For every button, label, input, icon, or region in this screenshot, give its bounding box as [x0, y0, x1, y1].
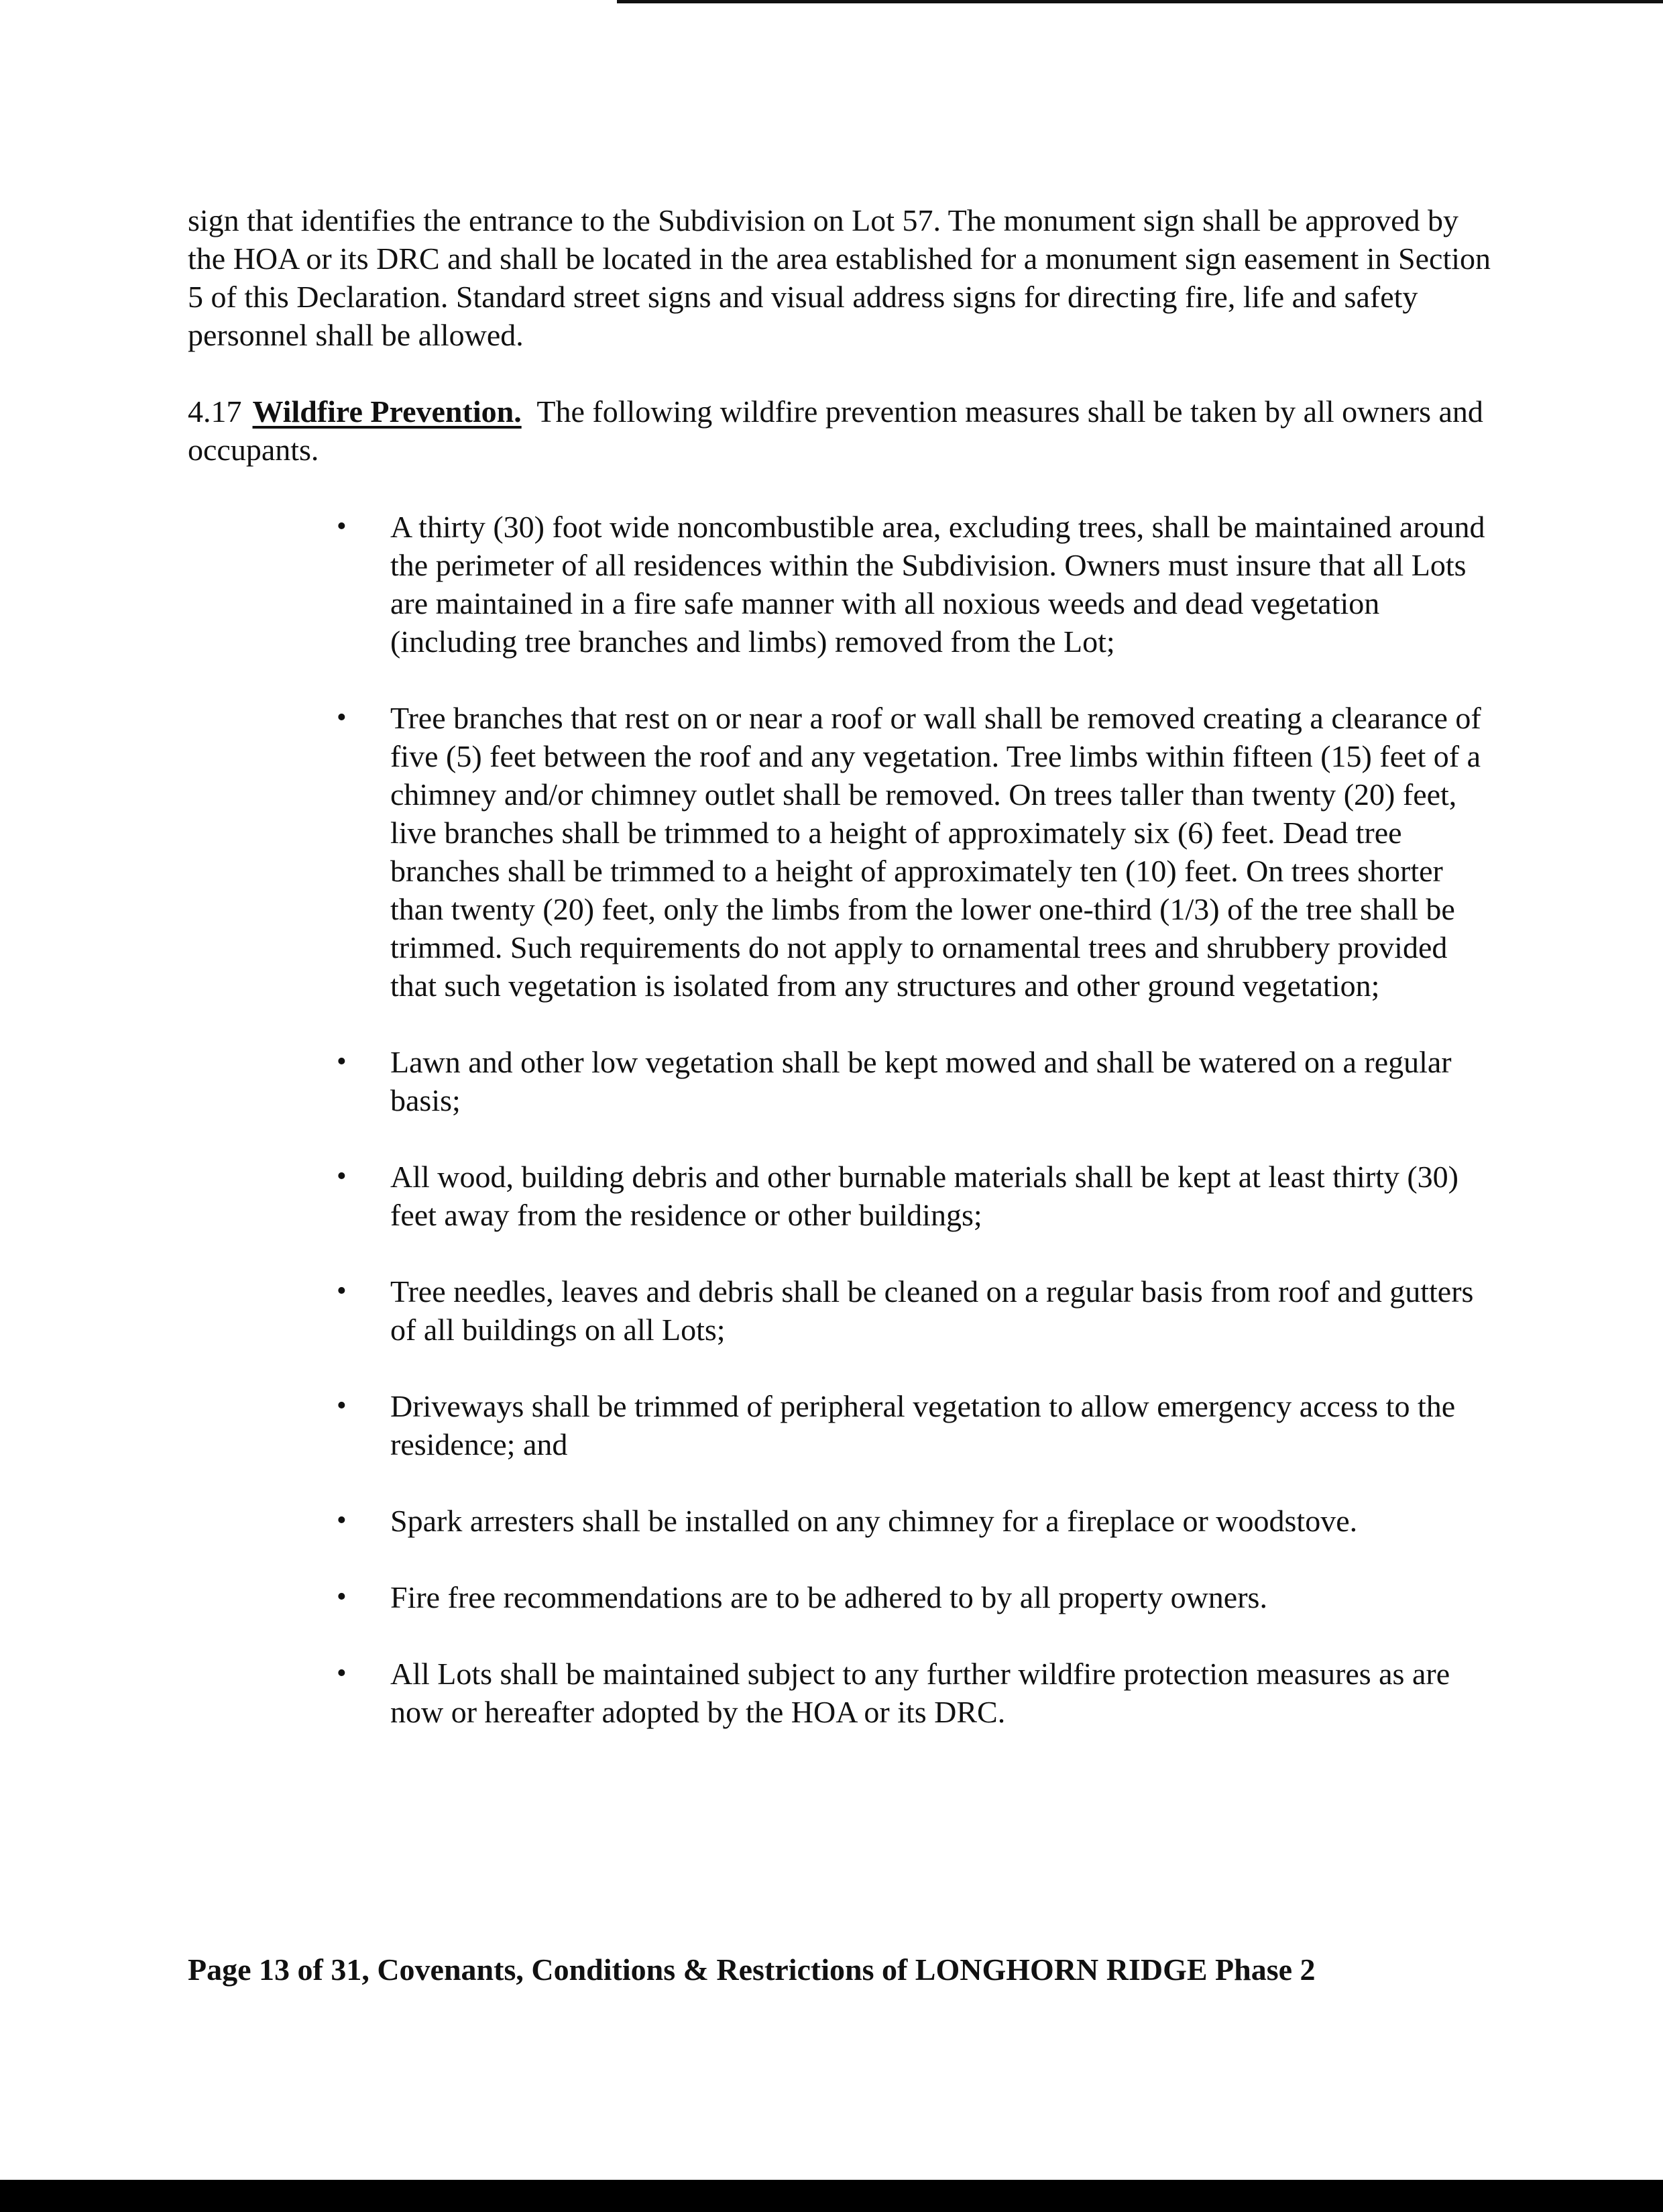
- bullet-icon: •: [337, 1505, 347, 1536]
- list-item-text: A thirty (30) foot wide noncombustible area, excluding trees, shall be maintained around the perimeter of all residences within the Subdivision. Owners must insure that all Lots are maintained in a fire safe manner with all noxious weeds and dead vegetation (including tree branches and limbs) removed from the Lot;: [390, 510, 1485, 659]
- list-item: [188, 1043, 1489, 1119]
- wildfire-measures-list: [188, 508, 1502, 1731]
- list-item-text: Tree needles, leaves and debris shall be cleaned on a regular basis from roof and gutters of all buildings on all Lots;: [390, 1274, 1474, 1347]
- continuation-paragraph: sign that identifies the entrance to the Subdivision on Lot 57. The monument sign shall be approved by the HOA or its DRC and shall be located in the area established for a monument sign easement in Section 5 of this Declaration. Standard street signs and visual address signs for directing fire, life and safety personnel shall be allowed.: [188, 203, 1491, 352]
- section-4-17-intro: [188, 392, 1502, 469]
- list-item-text: Lawn and other low vegetation shall be kept mowed and shall be watered on a regular basis;: [390, 1045, 1452, 1117]
- top-edge-rule: [617, 0, 1663, 3]
- list-item-text: Fire free recommendations are to be adhered to by all property owners.: [390, 1580, 1267, 1614]
- section-intro-text: The following wildfire prevention measures shall be taken by all owners and occupants.: [188, 394, 1483, 467]
- bottom-scan-band: [0, 2180, 1663, 2212]
- list-item: [188, 1502, 1489, 1540]
- bullet-icon: •: [337, 511, 347, 542]
- bullet-icon: •: [337, 1161, 347, 1192]
- bullet-icon: •: [337, 1046, 347, 1077]
- document-page: [188, 201, 1502, 1769]
- list-item: [188, 1158, 1489, 1234]
- list-item: [188, 1655, 1489, 1731]
- bullet-icon: •: [337, 1390, 347, 1421]
- list-item: [188, 1387, 1489, 1463]
- list-item-text: Spark arresters shall be installed on any chimney for a fireplace or woodstove.: [390, 1504, 1358, 1538]
- list-item: [188, 1272, 1489, 1349]
- list-item-text: All Lots shall be maintained subject to any further wildfire protection measures as are now or hereafter adopted by the HOA or its DRC.: [390, 1657, 1450, 1729]
- bullet-icon: •: [337, 702, 347, 733]
- list-item: [188, 508, 1489, 661]
- page-footer: Page 13 of 31, Covenants, Conditions & Restrictions of LONGHORN RIDGE Phase 2: [188, 1952, 1316, 1987]
- bullet-icon: •: [337, 1658, 347, 1689]
- list-item-text: All wood, building debris and other burnable materials shall be kept at least thirty (30) feet away from the residence or other buildings;: [390, 1160, 1458, 1232]
- list-item: [188, 699, 1489, 1005]
- section-number: 4.17: [188, 394, 242, 429]
- bullet-icon: •: [337, 1276, 347, 1307]
- list-item: [188, 1578, 1489, 1616]
- list-item-text: Driveways shall be trimmed of peripheral vegetation to allow emergency access to the residence; and: [390, 1389, 1456, 1461]
- section-title: Wildfire Prevention.: [252, 394, 522, 429]
- list-item-text: Tree branches that rest on or near a roof or wall shall be removed creating a clearance of five (5) feet between the roof and any vegetation. Tree limbs within fifteen (15) feet of a chimney and/or chimney outlet shall be removed. On trees taller than twenty (20) feet, live branches shall be trimmed to a height of approximately six (6) feet. Dead tree branches shall be trimmed to a height of approximately ten (10) feet. On trees shorter than twenty (20) feet, only the limbs from the lower one-third (1/3) of the tree shall be trimmed. Such requirements do not apply to ornamental trees and shrubbery provided that such vegetation is isolated from any structures and other ground vegetation;: [390, 701, 1481, 1003]
- bullet-icon: •: [337, 1582, 347, 1612]
